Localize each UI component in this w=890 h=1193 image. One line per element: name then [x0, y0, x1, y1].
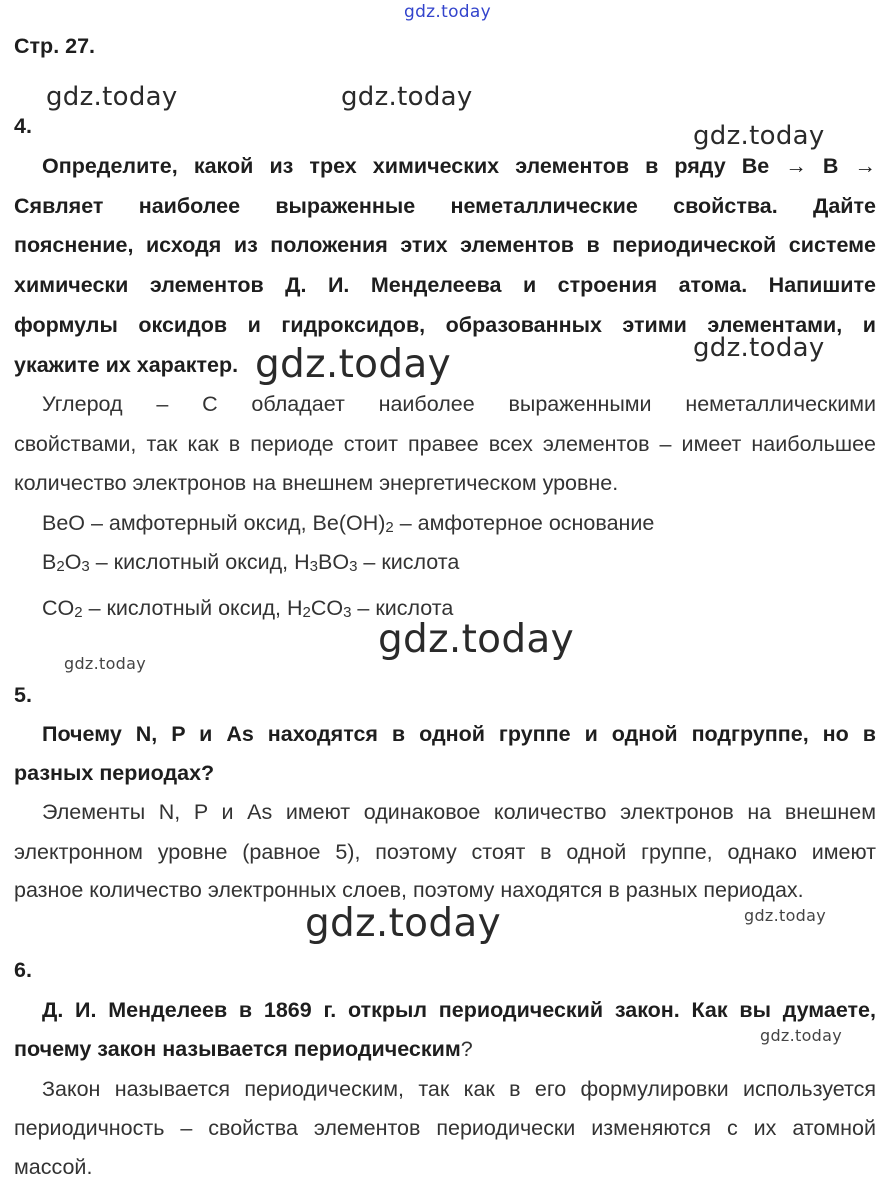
question-text-line: Д. И. Менделеев в 1869 г. открыл периодический закон. Как вы думаете,	[42, 998, 876, 1022]
watermark: gdz.today	[378, 617, 574, 662]
watermark: gdz.today	[760, 1026, 842, 1045]
question-number: 5.	[14, 683, 32, 707]
watermark: gdz.today	[255, 342, 451, 387]
watermark: gdz.today	[341, 82, 473, 112]
question-text-line: почему закон называется периодическим?	[14, 1037, 473, 1061]
formula-line-carbon: $CO_2$ – кислотный оксид, $H_2CO_3$ – кислота	[42, 596, 454, 621]
answer-text-line: разное количество электронных слоев, поэтому находятся в разных периодах.	[14, 878, 804, 902]
formula-line-boron: $B_2O_3$ – кислотный оксид, $H_3BO_3$ – кислота	[42, 550, 460, 575]
watermark: gdz.today	[693, 121, 825, 151]
question-text-line: Определите, какой из трех химических элементов в ряду Be → B →	[42, 154, 876, 178]
answer-text-line: Элементы N, P и As имеют одинаковое количество электронов на внешнем	[42, 800, 876, 824]
question-text-line: Cявляет наиболее выраженные неметаллические свойства. Дайте	[14, 194, 876, 218]
watermark: gdz.today	[404, 2, 491, 22]
formula-line-beryllium: BeO – амфотерный оксид, $Be(OH)_2$ – амфотерное основание	[42, 511, 655, 536]
answer-text-line: массой.	[14, 1155, 93, 1179]
answer-text-line: количество электронов на внешнем энергетическом уровне.	[14, 471, 619, 495]
question-text-line: пояснение, исходя из положения этих элементов в периодической системе	[14, 233, 876, 257]
answer-text-line: электронном уровне (равное 5), поэтому стоят в одной группе, однако имеют	[14, 840, 876, 864]
watermark: gdz.today	[693, 333, 825, 363]
page-reference: Стр. 27.	[14, 34, 96, 58]
answer-text-line: свойствами, так как в периоде стоит правее всех элементов – имеет наибольшее	[14, 432, 876, 456]
question-text-line: укажите их характер.	[14, 353, 239, 377]
watermark: gdz.today	[46, 82, 178, 112]
answer-text-line: Углерод – C обладает наиболее выраженными неметаллическими	[42, 392, 876, 416]
watermark: gdz.today	[744, 906, 826, 925]
watermark: gdz.today	[305, 901, 501, 946]
question-number: 6.	[14, 958, 32, 982]
question-text-line: формулы оксидов и гидроксидов, образованных этими элементами, и	[14, 313, 876, 337]
answer-text-line: периодичность – свойства элементов периодически изменяются с их атомной	[14, 1116, 876, 1140]
watermark: gdz.today	[64, 654, 146, 673]
question-number: 4.	[14, 114, 32, 138]
question-text-line: Почему N, P и As находятся в одной группе и одной подгруппе, но в	[42, 722, 876, 746]
question-text-line: химически элементов Д. И. Менделеева и строения атома. Напишите	[14, 273, 876, 297]
question-text-line: разных периодах?	[14, 761, 215, 785]
answer-text-line: Закон называется периодическим, так как в его формулировки используется	[42, 1077, 876, 1101]
